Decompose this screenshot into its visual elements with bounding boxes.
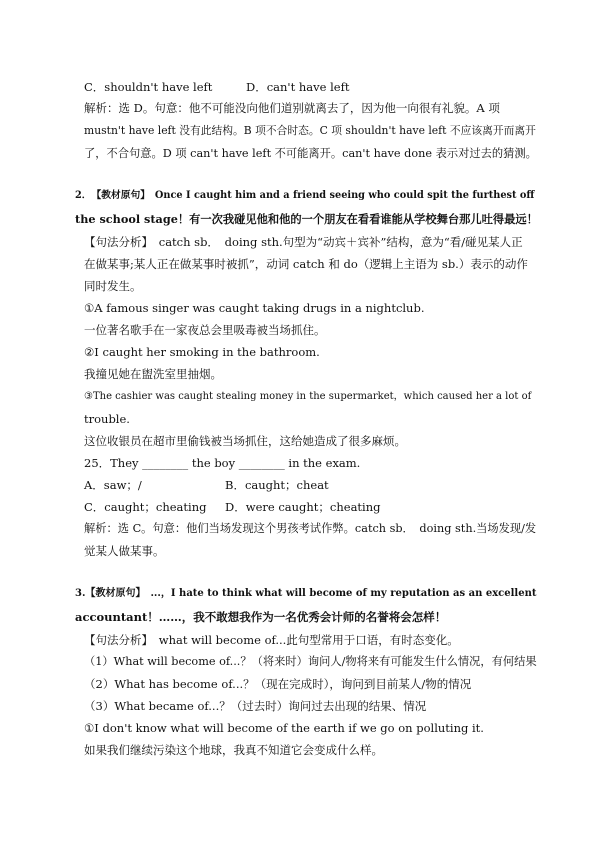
syntax-analysis: 同时发生。 — [84, 279, 142, 293]
syntax-analysis: 在做某事;某人正在做某事时被抓”，动词 catch 和 do（逻辑上主语为 sb.）表示的动作 — [84, 257, 528, 271]
option-d: D．can't have left — [246, 80, 350, 94]
option-b: B．caught；cheat — [225, 478, 329, 492]
example-en: ③The cashier was caught stealing money in the supermarket，which caused her a lot of — [84, 391, 532, 402]
example-en: trouble. — [84, 412, 130, 426]
option-c: C．caught；cheating — [84, 500, 207, 514]
example-en: ①I don't know what will become of the earth if we go on polluting it. — [84, 721, 484, 735]
explanation-line: 解析：选 C。句意：他们当场发现这个男孩考试作弊。catch sb． doing sth.当场发现/发 — [84, 522, 537, 535]
pattern-item: （2）What has become of...？（现在完成时），询问到目前某人/物的情况 — [84, 677, 472, 691]
explanation-line: mustn't have left 没有此结构。B 项不合时态。C 项 shouldn't have left 不应该离开而离开 — [84, 124, 536, 137]
section-heading: 3.【教材原句】 ...，I hate to think what will become of my reputation as an excellent — [75, 588, 537, 599]
example-en: ②I caught her smoking in the bathroom. — [84, 345, 320, 359]
example-en: ①A famous singer was caught taking drugs in a nightclub. — [84, 301, 425, 315]
section-heading: the school stage！有一次我碰见他和他的一个朋友在看看谁能从学校舞台那儿吐得最远！ — [75, 212, 538, 226]
syntax-analysis: 【句法分析】 catch sb． doing sth.句型为“动宾＋宾补”结构，意为“看/碰见某人正 — [84, 235, 523, 249]
pattern-item: （3）What became of...？（过去时）询问过去出现的结果、情况 — [84, 699, 427, 713]
example-cn: 我撞见她在盥洗室里抽烟。 — [84, 367, 222, 381]
example-cn: 如果我们继续污染这个地球，我真不知道它会变成什么样。 — [84, 743, 383, 757]
option-a: A．saw；/ — [84, 478, 142, 492]
explanation-line: 解析：选 D。句意：他不可能没向他们道别就离去了，因为他一向很有礼貌。A 项 — [84, 101, 500, 115]
pattern-item: （1）What will become of...？（将来时）询问人/物将来有可能发生什么情况，有何结果 — [84, 655, 537, 668]
example-cn: 这位收银员在超市里偷钱被当场抓住，这给她造成了很多麻烦。 — [84, 434, 406, 448]
explanation-line: 了，不合句意。D 项 can't have left 不可能离开。can't have done 表示对过去的猜测。 — [84, 147, 537, 160]
exercise-question: 25．They ________ the boy ________ in the exam. — [84, 456, 361, 470]
syntax-analysis: 【句法分析】 what will become of...此句型常用于口语，有时态变化。 — [84, 633, 459, 647]
example-cn: 一位著名歌手在一家夜总会里吸毒被当场抓住。 — [84, 323, 326, 337]
option-d: D．were caught；cheating — [225, 500, 381, 514]
explanation-line: 觉某人做某事。 — [84, 544, 165, 558]
section-heading: 2． 【教材原句】 Once I caught him and a friend seeing who could spit the furthest off — [75, 190, 535, 201]
section-heading: accountant！……，我不敢想我作为一名优秀会计师的名誉将会怎样！ — [75, 610, 447, 624]
option-c: C．shouldn't have left — [84, 80, 213, 94]
